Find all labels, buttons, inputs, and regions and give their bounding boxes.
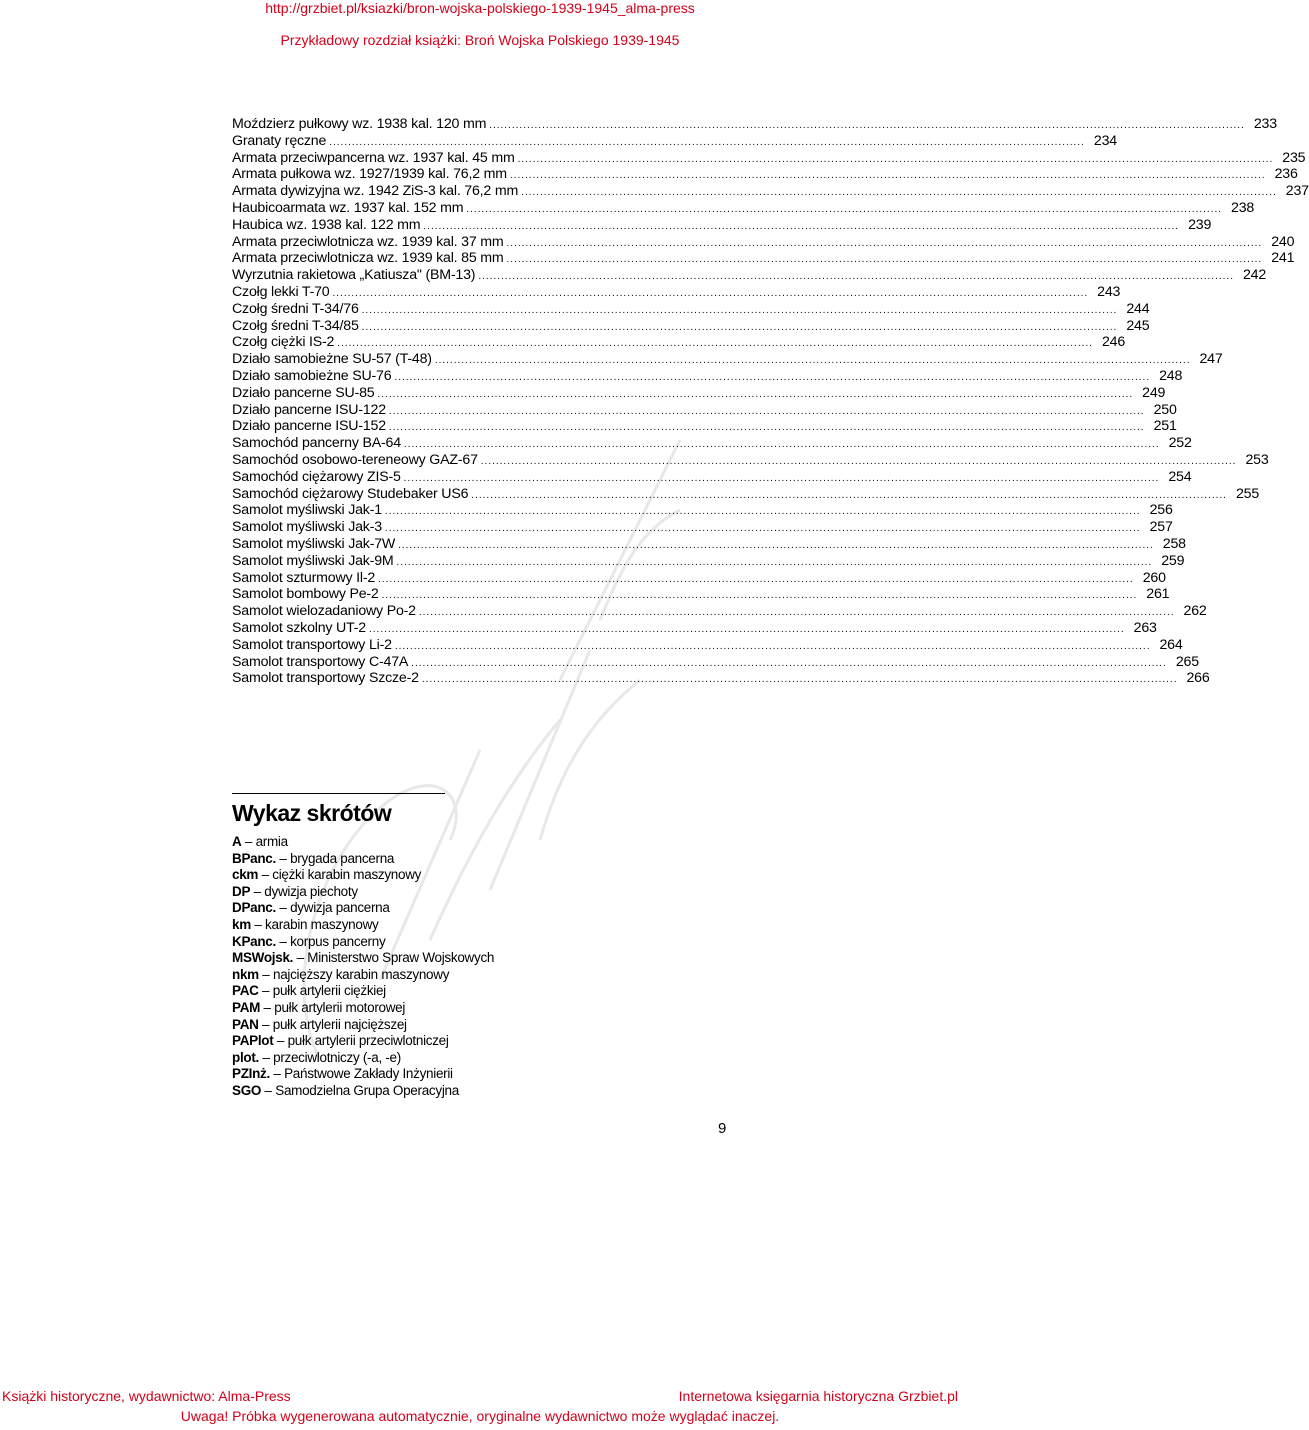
abbreviation-description: armia bbox=[255, 834, 288, 849]
toc-entry-page: 249 bbox=[1142, 384, 1166, 401]
abbreviation-key: PAM bbox=[232, 999, 261, 1015]
footer-note: Uwaga! Próbka wygenerowana automatycznie, oryginalne wydawnictwo może wyglądać inaczej. bbox=[180, 1408, 780, 1424]
toc-entry-page: 250 bbox=[1153, 401, 1177, 418]
abbreviation-entry bbox=[232, 1000, 494, 1017]
abbreviations-list bbox=[232, 834, 494, 1100]
abbreviation-description: Samodzielna Grupa Operacyjna bbox=[275, 1082, 459, 1098]
toc-entry-page: 244 bbox=[1126, 300, 1150, 317]
toc-entry-title: Samochód pancerny BA-64 bbox=[232, 435, 401, 452]
toc-entry bbox=[232, 384, 1166, 402]
abbreviation-dash: – bbox=[250, 916, 266, 932]
abbreviation-entry bbox=[232, 834, 494, 851]
abbreviation-description: pułk artylerii najcięższej bbox=[272, 1016, 407, 1032]
toc-leader-dots: ........................................................................................................................................................................................................ bbox=[394, 371, 1151, 383]
abbreviation-dash: – bbox=[258, 867, 273, 883]
toc-entry-title: Wyrzutnia rakietowa „Katiusza" (BM-13) bbox=[232, 267, 476, 284]
toc-entry-title: Samochód ciężarowy Studebaker US6 bbox=[232, 485, 469, 502]
toc-entry-page: 265 bbox=[1175, 653, 1199, 670]
toc-entry bbox=[232, 116, 1277, 133]
toc-leader-dots: ........................................................................................................................................................................................................ bbox=[466, 203, 1223, 215]
toc-entry-title: Armata pułkowa wz. 1927/1939 kal. 76,2 mm bbox=[232, 166, 507, 183]
abbreviation-description: dywizja pancerna bbox=[290, 900, 390, 916]
toc-entry-title: Samolot transportowy Li-2 bbox=[232, 636, 392, 653]
toc-entry bbox=[232, 519, 1173, 536]
abbreviation-entry bbox=[232, 983, 494, 1000]
toc-leader-dots: ........................................................................................................................................................................................................ bbox=[403, 472, 1160, 484]
toc-entry-title: Samochód ciężarowy ZIS-5 bbox=[232, 468, 401, 485]
abbreviation-key: MSWojsk. bbox=[232, 950, 294, 966]
abbreviation-dash: – bbox=[258, 983, 273, 999]
chapter-title: Przykładowy rozdział książki: Broń Wojska Polskiego 1939-1945 bbox=[280, 32, 680, 48]
abbreviation-dash: – bbox=[273, 1033, 288, 1049]
section-divider bbox=[232, 793, 445, 794]
abbreviation-dash: – bbox=[293, 950, 308, 966]
toc-entry-page: 256 bbox=[1149, 502, 1173, 519]
toc-leader-dots: ........................................................................................................................................................................................................ bbox=[403, 439, 1160, 451]
toc-entry-title: Haubica wz. 1938 kal. 122 mm bbox=[232, 216, 421, 233]
toc-leader-dots: ........................................................................................................................................................................................................ bbox=[506, 254, 1263, 266]
toc-leader-dots: ........................................................................................................................................................................................................ bbox=[521, 187, 1277, 199]
toc-entry-title: Armata przeciwpancerna wz. 1937 kal. 45 mm bbox=[232, 149, 515, 166]
abbreviation-key: PAN bbox=[232, 1016, 259, 1032]
toc-entry-page: 233 bbox=[1253, 116, 1277, 132]
abbreviation-entry bbox=[232, 900, 494, 917]
toc-leader-dots: ........................................................................................................................................................................................................ bbox=[418, 607, 1175, 619]
toc-entry-title: Działo pancerne ISU-122 bbox=[232, 401, 386, 418]
toc-entry bbox=[232, 435, 1192, 452]
toc-entry-title: Działo pancerne ISU-152 bbox=[232, 418, 386, 435]
toc-entry-page: 238 bbox=[1231, 199, 1255, 216]
toc-leader-dots: ........................................................................................................................................................................................................ bbox=[368, 623, 1125, 635]
abbreviation-entry bbox=[232, 1050, 494, 1067]
footer-bookstore[interactable]: Internetowa księgarnia historyczna Grzbiet.pl bbox=[678, 1388, 958, 1404]
toc-leader-dots: ........................................................................................................................................................................................................ bbox=[480, 455, 1237, 467]
abbreviation-entry bbox=[232, 1017, 494, 1034]
toc-entry bbox=[232, 149, 1306, 167]
abbreviation-key: DP bbox=[232, 883, 251, 899]
toc-entry bbox=[232, 485, 1260, 503]
abbreviation-description: ciężki karabin maszynowy bbox=[272, 867, 422, 883]
toc-entry-title: Samolot myśliwski Jak-3 bbox=[232, 519, 382, 536]
toc-entry-title: Samolot myśliwski Jak-7W bbox=[232, 535, 396, 552]
abbreviation-entry bbox=[232, 867, 494, 884]
abbreviation-entry bbox=[232, 1066, 494, 1083]
toc-leader-dots: ........................................................................................................................................................................................................ bbox=[377, 388, 1134, 400]
abbreviation-dash: – bbox=[250, 883, 265, 899]
abbreviation-description: Ministerstwo Spraw Wojskowych bbox=[307, 950, 495, 966]
abbreviation-key: KPanc. bbox=[232, 933, 276, 949]
toc-entry-page: 259 bbox=[1161, 552, 1185, 569]
toc-leader-dots: ........................................................................................................................................................................................................ bbox=[434, 355, 1191, 367]
toc-entry-page: 240 bbox=[1271, 233, 1295, 250]
toc-entry bbox=[232, 569, 1166, 587]
abbreviation-dash: – bbox=[275, 933, 291, 949]
toc-entry-page: 260 bbox=[1142, 569, 1166, 586]
toc-leader-dots: ........................................................................................................................................................................................................ bbox=[396, 556, 1153, 568]
toc-entry bbox=[232, 250, 1295, 267]
toc-entry bbox=[232, 233, 1295, 251]
abbreviation-key: PAPlot bbox=[232, 1033, 274, 1049]
toc-entry-page: 264 bbox=[1159, 636, 1183, 653]
toc-entry bbox=[232, 267, 1267, 284]
toc-entry-title: Działo samobieżne SU-76 bbox=[232, 367, 392, 384]
toc-entry-title: Czołg ciężki IS-2 bbox=[232, 334, 335, 351]
toc-entry-page: 255 bbox=[1235, 485, 1260, 502]
toc-leader-dots: ........................................................................................................................................................................................................ bbox=[381, 590, 1138, 602]
toc-entry-page: 235 bbox=[1282, 149, 1306, 166]
toc-entry-title: Samolot myśliwski Jak-9M bbox=[232, 552, 394, 569]
abbreviation-description: karabin maszynowy bbox=[265, 916, 379, 932]
toc-leader-dots: ........................................................................................................................................................................................................ bbox=[378, 573, 1134, 585]
abbreviation-entry bbox=[232, 884, 494, 901]
toc-entry-page: 236 bbox=[1274, 166, 1298, 183]
toc-entry-page: 248 bbox=[1159, 367, 1183, 384]
toc-entry bbox=[232, 552, 1185, 570]
abbreviation-dash: – bbox=[261, 1082, 276, 1098]
abbreviation-entry bbox=[232, 851, 494, 868]
abbreviation-description: najcięższy karabin maszynowy bbox=[272, 966, 450, 982]
toc-entry-page: 242 bbox=[1242, 267, 1267, 284]
toc-entry-title: Moździerz pułkowy wz. 1938 kal. 120 mm bbox=[232, 116, 487, 132]
abbreviations-heading: Wykaz skrótów bbox=[232, 800, 392, 826]
abbreviation-description: pułk artylerii ciężkiej bbox=[272, 983, 386, 999]
abbreviation-key: A bbox=[232, 834, 242, 849]
toc-entry-title: Armata przeciwlotnicza wz. 1939 kal. 37 mm bbox=[232, 233, 504, 250]
toc-entry-page: 263 bbox=[1133, 619, 1157, 636]
toc-entry-title: Samolot transportowy C-47A bbox=[232, 653, 409, 670]
abbreviation-entry bbox=[232, 1083, 494, 1100]
toc-leader-dots: ........................................................................................................................................................................................................ bbox=[332, 287, 1089, 299]
toc-entry-title: Armata przeciwlotnicza wz. 1939 kal. 85 mm bbox=[232, 250, 504, 267]
table-of-contents bbox=[232, 116, 1309, 687]
toc-entry-page: 246 bbox=[1101, 334, 1126, 351]
toc-entry-page: 245 bbox=[1126, 317, 1150, 334]
toc-entry bbox=[232, 317, 1150, 335]
toc-entry bbox=[232, 300, 1150, 318]
toc-entry-page: 254 bbox=[1168, 468, 1192, 485]
toc-entry-page: 237 bbox=[1285, 183, 1309, 200]
footer-publisher[interactable]: Książki historyczne, wydawnictwo: Alma-Press bbox=[2, 1388, 291, 1404]
toc-leader-dots: ........................................................................................................................................................................................................ bbox=[394, 640, 1151, 652]
toc-entry-page: 253 bbox=[1245, 451, 1269, 468]
toc-entry bbox=[232, 283, 1121, 301]
abbreviation-dash: – bbox=[269, 1066, 285, 1082]
toc-entry-page: 241 bbox=[1271, 250, 1295, 267]
abbreviation-entry bbox=[232, 934, 494, 951]
toc-entry-title: Samochód osobowo-tereneowy GAZ-67 bbox=[232, 451, 478, 468]
abbreviation-key: BPanc. bbox=[232, 850, 276, 866]
abbreviation-dash: – bbox=[259, 1049, 274, 1065]
toc-leader-dots: ........................................................................................................................................................................................................ bbox=[411, 657, 1167, 669]
toc-entry-title: Samolot myśliwski Jak-1 bbox=[232, 502, 382, 519]
abbreviation-key: ckm bbox=[232, 867, 259, 883]
toc-entry bbox=[232, 401, 1177, 419]
abbreviation-dash: – bbox=[241, 834, 256, 849]
abbreviation-description: przeciwlotniczy (-a, -e) bbox=[273, 1049, 401, 1065]
toc-leader-dots: ........................................................................................................................................................................................................ bbox=[471, 489, 1227, 501]
abbreviation-description: korpus pancerny bbox=[290, 933, 386, 949]
abbreviation-description: dywizja piechoty bbox=[264, 883, 358, 899]
toc-leader-dots: ........................................................................................................................................................................................................ bbox=[509, 170, 1266, 182]
toc-entry-title: Czołg średni T-34/85 bbox=[232, 317, 359, 334]
toc-entry bbox=[232, 586, 1170, 603]
toc-entry-title: Samolot bombowy Pe-2 bbox=[232, 586, 379, 603]
toc-entry-title: Armata dywizyjna wz. 1942 ZiS-3 kal. 76,2 mm bbox=[232, 183, 519, 200]
toc-entry bbox=[232, 351, 1223, 368]
toc-entry bbox=[232, 334, 1126, 351]
toc-leader-dots: ........................................................................................................................................................................................................ bbox=[489, 120, 1245, 131]
toc-entry-title: Haubicoarmata wz. 1937 kal. 152 mm bbox=[232, 199, 464, 216]
abbreviation-key: PAC bbox=[232, 983, 259, 999]
abbreviation-key: plot. bbox=[232, 1049, 259, 1065]
abbreviation-entry bbox=[232, 1033, 494, 1050]
toc-leader-dots: ........................................................................................................................................................................................................ bbox=[388, 422, 1145, 434]
toc-leader-dots: ........................................................................................................................................................................................................ bbox=[517, 153, 1274, 165]
abbreviation-dash: – bbox=[275, 900, 291, 916]
toc-entry-page: 252 bbox=[1168, 435, 1192, 452]
toc-leader-dots: ........................................................................................................................................................................................................ bbox=[337, 338, 1093, 350]
toc-entry-page: 257 bbox=[1149, 519, 1173, 536]
abbreviation-description: pułk artylerii przeciwlotniczej bbox=[287, 1033, 449, 1049]
toc-entry-title: Działo pancerne SU-85 bbox=[232, 384, 375, 401]
abbreviation-description: brygada pancerna bbox=[290, 850, 395, 866]
abbreviation-entry bbox=[232, 950, 494, 967]
toc-entry-page: 247 bbox=[1199, 351, 1223, 368]
abbreviation-key: PZInż. bbox=[232, 1066, 270, 1082]
toc-entry bbox=[232, 367, 1183, 385]
toc-entry-page: 234 bbox=[1093, 132, 1117, 149]
toc-entry bbox=[232, 535, 1186, 553]
toc-leader-dots: ........................................................................................................................................................................................................ bbox=[423, 220, 1180, 232]
toc-entry bbox=[232, 468, 1192, 486]
toc-leader-dots: ........................................................................................................................................................................................................ bbox=[506, 237, 1263, 249]
abbreviation-entry bbox=[232, 967, 494, 984]
toc-entry-title: Czołg średni T-34/76 bbox=[232, 300, 359, 317]
toc-leader-dots: ........................................................................................................................................................................................................ bbox=[478, 271, 1234, 283]
toc-leader-dots: ........................................................................................................................................................................................................ bbox=[398, 539, 1154, 551]
toc-leader-dots: ........................................................................................................................................................................................................ bbox=[361, 304, 1118, 316]
abbreviation-key: nkm bbox=[232, 966, 259, 982]
toc-entry-title: Samolot transportowy Szcze-2 bbox=[232, 670, 419, 687]
abbreviation-description: Państwowe Zakłady Inżynierii bbox=[284, 1066, 453, 1082]
source-url[interactable]: http://grzbiet.pl/ksiazki/bron-wojska-polskiego-1939-1945_alma-press bbox=[265, 0, 695, 16]
toc-entry-title: Granaty ręczne bbox=[232, 132, 327, 149]
toc-entry-title: Samolot wielozadaniowy Po-2 bbox=[232, 603, 416, 620]
toc-leader-dots: ........................................................................................................................................................................................................ bbox=[388, 405, 1145, 417]
abbreviation-key: DPanc. bbox=[232, 900, 276, 916]
toc-entry bbox=[232, 670, 1210, 687]
toc-entry bbox=[232, 418, 1177, 435]
toc-leader-dots: ........................................................................................................................................................................................................ bbox=[384, 523, 1141, 535]
toc-entry-page: 258 bbox=[1162, 535, 1186, 552]
toc-entry bbox=[232, 636, 1183, 654]
toc-entry bbox=[232, 653, 1199, 671]
toc-entry-page: 262 bbox=[1183, 603, 1207, 620]
toc-leader-dots: ........................................................................................................................................................................................................ bbox=[384, 506, 1141, 518]
page-number: 9 bbox=[718, 1120, 727, 1137]
toc-entry-page: 266 bbox=[1186, 670, 1210, 687]
toc-entry-title: Działo samobieżne SU-57 (T-48) bbox=[232, 351, 432, 368]
toc-entry bbox=[232, 166, 1298, 183]
abbreviation-entry bbox=[232, 917, 494, 934]
toc-entry bbox=[232, 132, 1117, 150]
toc-entry bbox=[232, 619, 1157, 637]
toc-entry bbox=[232, 183, 1309, 200]
abbreviation-description: pułk artylerii motorowej bbox=[274, 999, 406, 1015]
toc-entry-title: Samolot szturmowy Il-2 bbox=[232, 569, 376, 586]
abbreviation-dash: – bbox=[260, 999, 275, 1015]
toc-entry-page: 239 bbox=[1188, 216, 1212, 233]
toc-leader-dots: ........................................................................................................................................................................................................ bbox=[421, 674, 1178, 686]
toc-entry-page: 243 bbox=[1097, 283, 1121, 300]
toc-entry-title: Samolot szkolny UT-2 bbox=[232, 619, 366, 636]
toc-entry bbox=[232, 603, 1207, 620]
abbreviation-key: km bbox=[232, 916, 251, 932]
toc-leader-dots: ........................................................................................................................................................................................................ bbox=[329, 136, 1085, 148]
toc-entry bbox=[232, 216, 1212, 234]
toc-entry bbox=[232, 451, 1269, 469]
abbreviation-key: SGO bbox=[232, 1082, 262, 1098]
abbreviation-dash: – bbox=[258, 1016, 273, 1032]
toc-entry bbox=[232, 502, 1173, 519]
toc-leader-dots: ........................................................................................................................................................................................................ bbox=[361, 321, 1118, 333]
abbreviation-dash: – bbox=[258, 966, 273, 982]
toc-entry-page: 261 bbox=[1146, 586, 1170, 603]
toc-entry bbox=[232, 199, 1255, 217]
toc-entry-page: 251 bbox=[1153, 418, 1177, 435]
abbreviation-dash: – bbox=[275, 850, 291, 866]
toc-entry-title: Czołg lekki T-70 bbox=[232, 283, 330, 300]
